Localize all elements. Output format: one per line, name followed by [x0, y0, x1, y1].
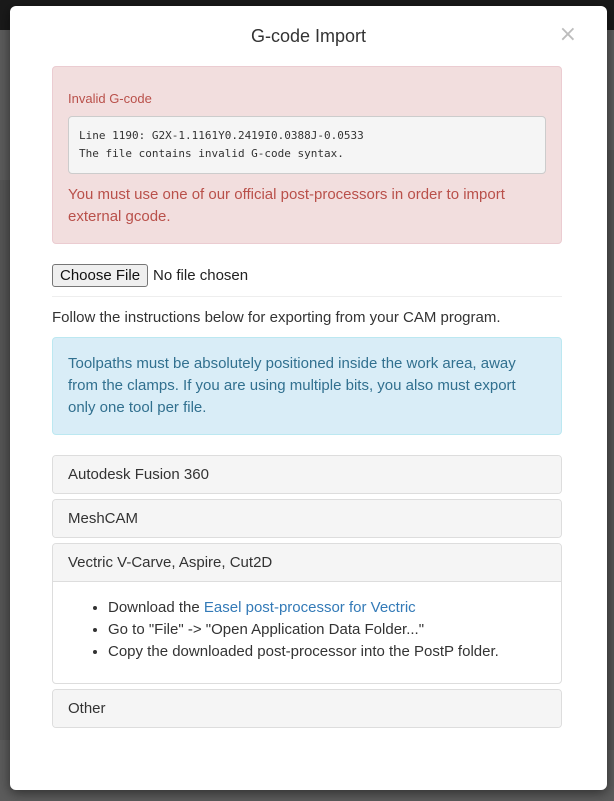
close-icon[interactable]: ×: [558, 22, 577, 47]
list-item: [108, 597, 546, 619]
list-item: • Go to "File" -> "Open Application Data Folder...": [108, 619, 546, 641]
error-code-line: The file contains invalid G-code syntax.: [79, 147, 344, 160]
choose-file-button[interactable]: Choose File: [52, 264, 148, 287]
list-item: • Copy the downloaded post-processor into the PostP folder.: [108, 641, 546, 663]
easel-post-processor-link[interactable]: Easel post-processor for Vectric: [203, 599, 416, 616]
vectric-steps-list: [68, 597, 546, 663]
cam-accordion: [52, 455, 562, 728]
accordion-heading-vectric[interactable]: Vectric V-Carve, Aspire, Cut2D: [53, 544, 561, 582]
error-code-line: Line 1190: G2X-1.1161Y0.2419I0.0388J-0.0533: [79, 129, 364, 142]
accordion-panel-vectric: [52, 543, 562, 684]
modal-body: [52, 66, 562, 733]
accordion-heading-meshcam[interactable]: MeshCAM: [53, 500, 561, 537]
modal-title: G-code Import: [250, 26, 367, 46]
accordion-panel-fusion360: [52, 455, 562, 494]
instructions-text: Follow the instructions below for exporting from your CAM program.: [52, 309, 501, 326]
info-alert: Toolpaths must be absolutely positioned inside the work area, away from the clamps. If you are using multiple bits, you also must export only one tool per file.: [52, 337, 562, 435]
error-title: Invalid G-code: [68, 91, 152, 106]
step-prefix: Download the: [108, 599, 204, 616]
gcode-import-modal: [10, 6, 607, 790]
error-message: You must use one of our official post-processors in order to import external gcode.: [68, 186, 505, 225]
divider: [52, 296, 562, 297]
accordion-heading-other[interactable]: Other: [53, 690, 561, 727]
error-code-block: [68, 116, 546, 174]
accordion-panel-meshcam: [52, 499, 562, 538]
accordion-panel-other: [52, 689, 562, 728]
error-alert: [52, 66, 562, 244]
accordion-heading-fusion360[interactable]: Autodesk Fusion 360: [53, 456, 561, 493]
accordion-body-vectric: [53, 582, 561, 683]
file-input: [52, 264, 562, 287]
file-status: No file chosen: [153, 267, 249, 284]
